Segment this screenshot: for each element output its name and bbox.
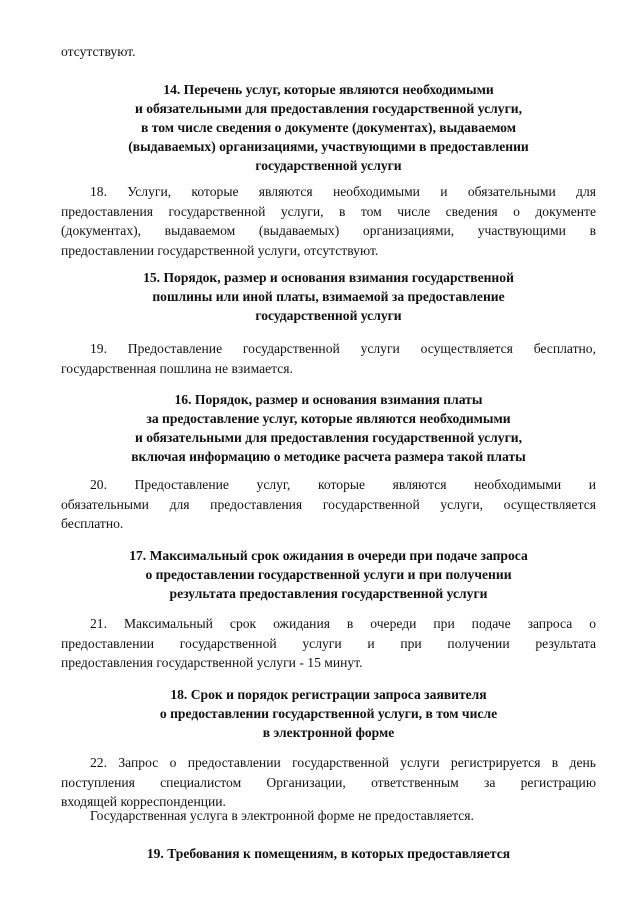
paragraph-18 bbox=[61, 182, 596, 260]
paragraph-22 bbox=[61, 753, 596, 812]
paragraph-line: 18. Услуги, которые являются необходимыми и обязательными для bbox=[90, 184, 596, 199]
heading-line: за предоставление услуг, которые являются необходимыми bbox=[146, 411, 511, 426]
section-heading-14 bbox=[61, 80, 596, 175]
paragraph-line: 20. Предоставление услуг, которые являются необходимыми и bbox=[90, 477, 596, 492]
paragraph-19 bbox=[61, 339, 596, 378]
heading-line: государственной услуги bbox=[255, 158, 402, 173]
paragraph-electronic-form: Государственная услуга в электронной форме не предоставляется. bbox=[90, 808, 474, 823]
heading-line: 17. Максимальный срок ожидания в очереди при подаче запроса bbox=[129, 548, 528, 563]
paragraph-line: предоставления государственной услуги, в том числе сведения о документе bbox=[61, 203, 596, 219]
paragraph-line: входящей корреспонденции. bbox=[61, 794, 226, 809]
paragraph-line: предоставлении государственной услуги, отсутствуют. bbox=[61, 242, 379, 258]
heading-line: в электронной форме bbox=[262, 725, 395, 740]
paragraph-line: предоставления государственной услуги - 15 минут. bbox=[61, 655, 363, 670]
section-heading-18 bbox=[61, 685, 596, 742]
paragraph-line: 22. Запрос о предоставлении государственной услуги регистрируется в день bbox=[90, 755, 596, 770]
paragraph-line: обязательными для предоставления государственной услуги, осуществляется bbox=[61, 496, 596, 512]
heading-line: (выдаваемых) организациями, участвующими в предоставлении bbox=[128, 139, 529, 154]
paragraph-line: бесплатно. bbox=[61, 516, 124, 531]
section-heading-17 bbox=[61, 546, 596, 603]
section-heading-19 bbox=[61, 844, 596, 863]
section-heading-16 bbox=[61, 390, 596, 466]
paragraph-line: (документах), выдаваемом (выдаваемых) организациями, участвующими в bbox=[61, 223, 596, 238]
paragraph-line: 21. Максимальный срок ожидания в очереди при подаче запроса о bbox=[90, 616, 596, 631]
paragraph-line: государственная пошлина не взимается. bbox=[61, 360, 293, 376]
heading-line: 19. Требования к помещениям, в которых предоставляется bbox=[146, 846, 511, 861]
heading-line: включая информацию о методике расчета размера такой платы bbox=[131, 449, 526, 464]
paragraph-line: предоставлении государственной услуги и при получении результата bbox=[61, 635, 596, 651]
section-heading-15 bbox=[61, 268, 596, 325]
paragraph-21 bbox=[61, 614, 596, 673]
heading-line: и обязательными для предоставления государственной услуги, bbox=[135, 430, 522, 445]
paragraph-line: 19. Предоставление государственной услуги осуществляется бесплатно, bbox=[90, 341, 596, 356]
heading-line: 16. Порядок, размер и основания взимания платы bbox=[174, 392, 483, 407]
heading-line: 15. Порядок, размер и основания взимания государственной bbox=[143, 270, 514, 285]
heading-line: о предоставлении государственной услуги, в том числе bbox=[159, 706, 498, 721]
heading-line: 14. Перечень услуг, которые являются необходимыми bbox=[163, 82, 494, 97]
paragraph-fragment: отсутствуют. bbox=[61, 44, 136, 59]
heading-line: пошлины или иной платы, взимаемой за предоставление bbox=[152, 289, 505, 304]
heading-line: 18. Срок и порядок регистрации запроса заявителя bbox=[170, 687, 487, 702]
heading-line: в том числе сведения о документе (документах), выдаваемом bbox=[141, 120, 516, 135]
paragraph-20 bbox=[61, 475, 596, 534]
heading-line: и обязательными для предоставления государственной услуги, bbox=[135, 101, 522, 116]
paragraph-line: поступления специалистом Организации, ответственным за регистрацию bbox=[61, 774, 596, 790]
heading-line: о предоставлении государственной услуги и при получении bbox=[145, 567, 512, 582]
heading-line: государственной услуги bbox=[255, 308, 402, 323]
heading-line: результата предоставления государственной услуги bbox=[169, 586, 488, 601]
